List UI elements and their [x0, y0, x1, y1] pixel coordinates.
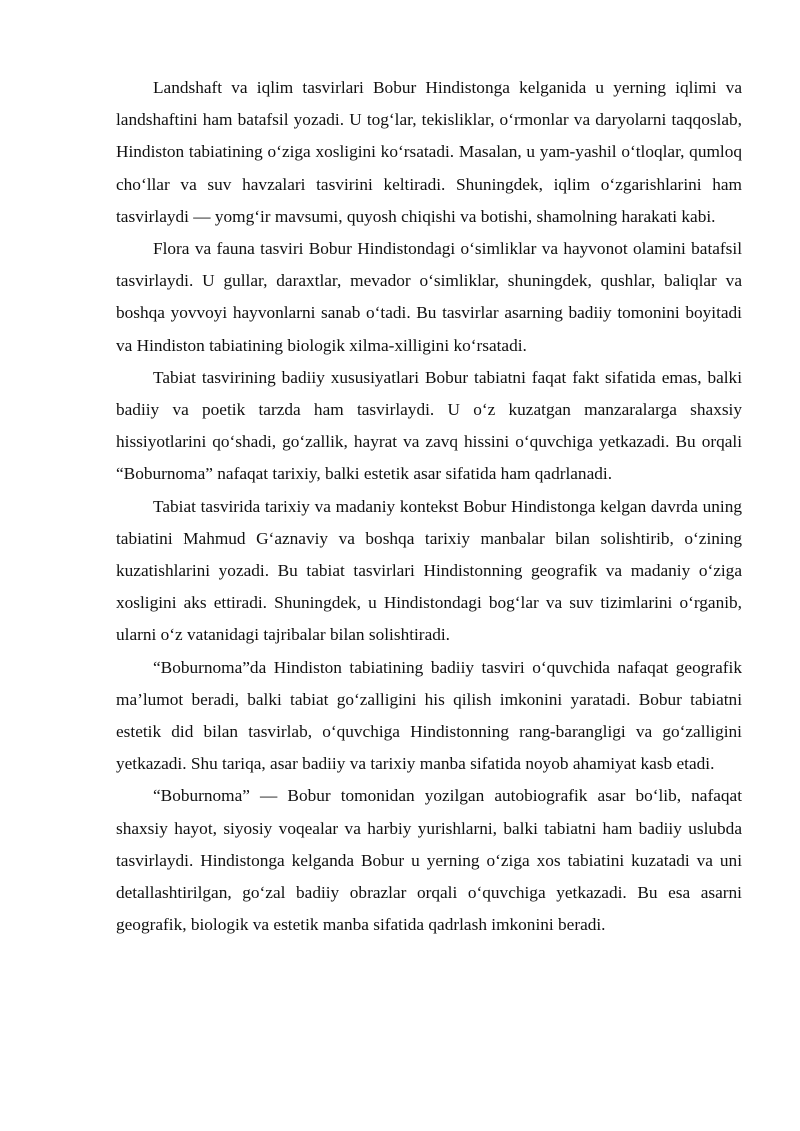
paragraph-historical-context: Tabiat tasvirida tarixiy va madaniy kontekst Bobur Hindistonga kelgan davrda uning tabiatini Mahmud G‘aznaviy va boshqa tarixiy manbalar bilan solishtirib, o‘zining kuzatishlarini yozadi. Bu tabiat tasvirlari Hindistonning geografik va madaniy o‘ziga xosligini aks ettiradi. Shuningdek, u Hindistondagi bog‘lar va suv tizimlarini o‘rganib, ularni o‘z vatanidagi tajribalar bilan solishtiradi. [116, 496, 742, 645]
paragraph-artistic-depiction: “Boburnoma”da Hindiston tabiatining badiiy tasviri o‘quvchida nafaqat geografik ma’lumot beradi, balki tabiat go‘zalligini his qilish imkonini yaratadi. Bobur tabiatni estetik did bilan tasvirlab, o‘quvchiga Hindistonning rang-barangligi va go‘zalligini yetkazadi. Shu tariqa, asar badiiy va tarixiy manba sifatida noyob ahamiyat kasb etadi. [116, 657, 742, 774]
paragraph-flora-fauna: Flora va fauna tasviri Bobur Hindistondagi o‘simliklar va hayvonot olamini batafsil tasvirlaydi. U gullar, daraxtlar, mevador o‘simliklar, shuningdek, qushlar, baliqlar va boshqa yovvoyi hayvonlarni sanab o‘tadi. Bu tasvirlar asarning badiiy tomonini boyitadi va Hindiston tabiatining biologik xilma-xilligini ko‘rsatadi. [116, 239, 742, 355]
paragraph-conclusion: “Boburnoma” — Bobur tomonidan yozilgan autobiografik asar bo‘lib, nafaqat shaxsiy hayot, siyosiy voqealar va harbiy yurishlarni, balki tabiatni ham badiiy uslubda tasvirlaydi. Hindistonga kelganda Bobur u yerning o‘ziga xos tabiatini kuzatadi va uni detallashtirilgan, go‘zal badiiy obrazlar orqali o‘quvchiga yetkazadi. Bu esa asarni geografik, biologik va estetik manba sifatida qadrlash imkonini beradi. [116, 786, 742, 935]
paragraph-landscape-climate: Landshaft va iqlim tasvirlari Bobur Hindistonga kelganida u yerning iqlimi va landshaftini ham batafsil yozadi. U tog‘lar, tekisliklar, o‘rmonlar va daryolarni taqqoslab, Hindiston tabiatining o‘ziga xosligini ko‘rsatadi. Masalan, u yam-yashil o‘tloqlar, qumloq cho‘llar va suv havzalari tasvirini keltiradi. Shuningdek, iqlim o‘zgarishlarini ham tasvirlaydi — yomg‘ir mavsumi, quyosh chiqishi va botishi, shamolning harakati kabi. [116, 78, 742, 226]
paragraph-artistic-features: Tabiat tasvirining badiiy xususiyatlari Bobur tabiatni faqat fakt sifatida emas, balki badiiy va poetik tarzda ham tasvirlaydi. U o‘z kuzatgan manzaralarga shaxsiy hissiyotlarini qo‘shadi, go‘zallik, hayrat va zavq hissini o‘quvchiga yetkazadi. Bu orqali “Boburnoma” nafaqat tarixiy, balki estetik asar sifatida ham qadrlanadi. [116, 367, 742, 484]
document-body [116, 72, 742, 941]
